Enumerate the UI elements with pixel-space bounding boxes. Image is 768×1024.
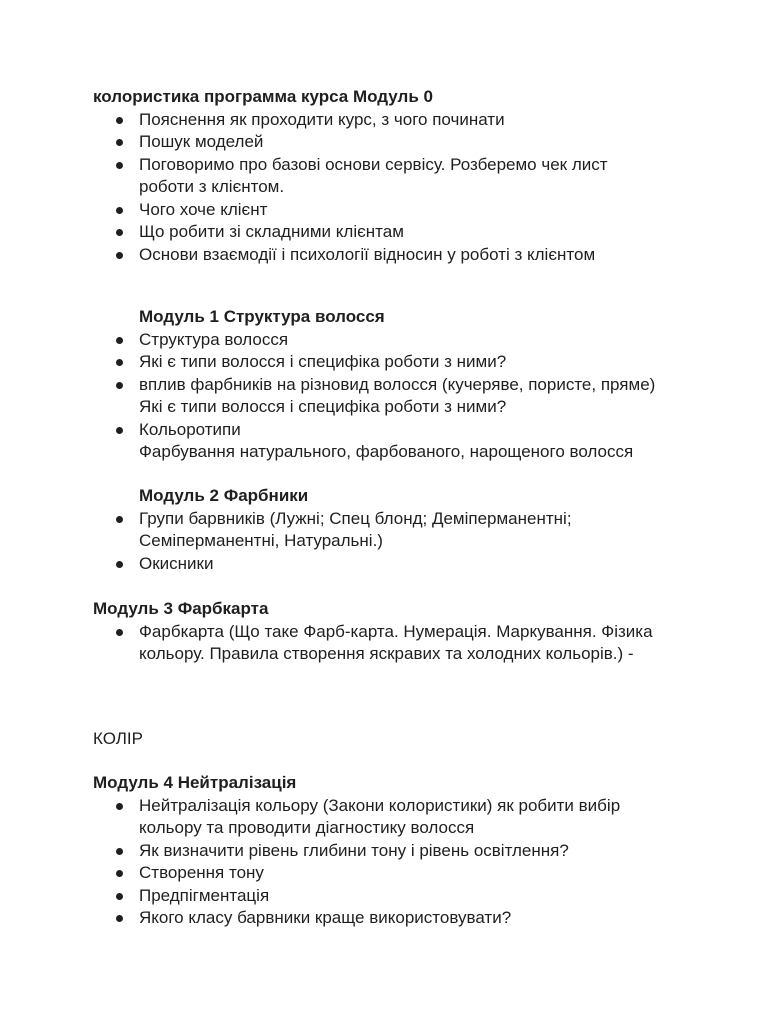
list-item: Предпігментація: [93, 885, 713, 908]
module-1-extra-line: Фарбування натурального, фарбованого, нарощеного волосся: [139, 442, 634, 461]
list-item: Поговоримо про базові основи сервісу. Розберемо чек лист роботи з клієнтом.: [93, 154, 659, 199]
list-item: Що робити зі складними клієнтам: [93, 221, 713, 244]
list-item: вплив фарбників на різновид волосся (кучеряве, пористе, пряме) Які є типи волосся і специфіка роботи з ними?: [93, 374, 659, 419]
module-0-section: [93, 86, 713, 266]
color-section: [93, 728, 713, 751]
module-1-section: [93, 306, 713, 464]
list-item: Які є типи волосся і специфіка роботи з ними?: [93, 351, 713, 374]
list-item: Якого класу барвники краще використовувати?: [93, 907, 713, 930]
module-1-title: Модуль 1 Структура волосся: [139, 307, 385, 326]
list-item: Чого хоче клієнт: [93, 199, 713, 222]
list-item: Створення тону: [93, 862, 713, 885]
list-item: Кольоротипи: [93, 419, 713, 442]
list-item: Окисники: [93, 553, 713, 576]
module-4-section: [93, 772, 713, 930]
module-2-list: [93, 508, 713, 576]
module-4-title: Модуль 4 Нейтралізація: [93, 773, 297, 792]
module-3-list: [93, 621, 713, 666]
module-0-title: колористика программа курса Модуль 0: [93, 87, 433, 106]
list-item: Групи барвників (Лужні; Спец блонд; Деміперманентні; Семіперманентні, Натуральні.): [93, 508, 659, 553]
list-item: Пояснення як проходити курс, з чого починати: [93, 109, 713, 132]
list-item: Основи взаємодії і психології відносин у роботі з клієнтом: [93, 244, 713, 267]
module-2-title: Модуль 2 Фарбники: [139, 486, 309, 505]
module-1-list: [93, 329, 713, 442]
module-0-list: [93, 109, 713, 267]
list-item: Пошук моделей: [93, 131, 713, 154]
list-item: Фарбкарта (Що таке Фарб-карта. Нумерація. Маркування. Фізика кольору. Правила створення яскравих та холодних кольорів.) -: [93, 621, 659, 666]
list-item: Як визначити рівень глибини тону і рівень освітлення?: [93, 840, 713, 863]
module-2-section: [93, 485, 713, 575]
module-3-section: [93, 598, 713, 666]
section-label: КОЛІР: [93, 729, 143, 748]
list-item: Структура волосся: [93, 329, 713, 352]
module-4-list: [93, 795, 713, 930]
module-3-title: Модуль 3 Фарбкарта: [93, 599, 269, 618]
list-item: Нейтралізація кольору (Закони колористики) як робити вибір кольору та проводити діагностику волосся: [93, 795, 659, 840]
